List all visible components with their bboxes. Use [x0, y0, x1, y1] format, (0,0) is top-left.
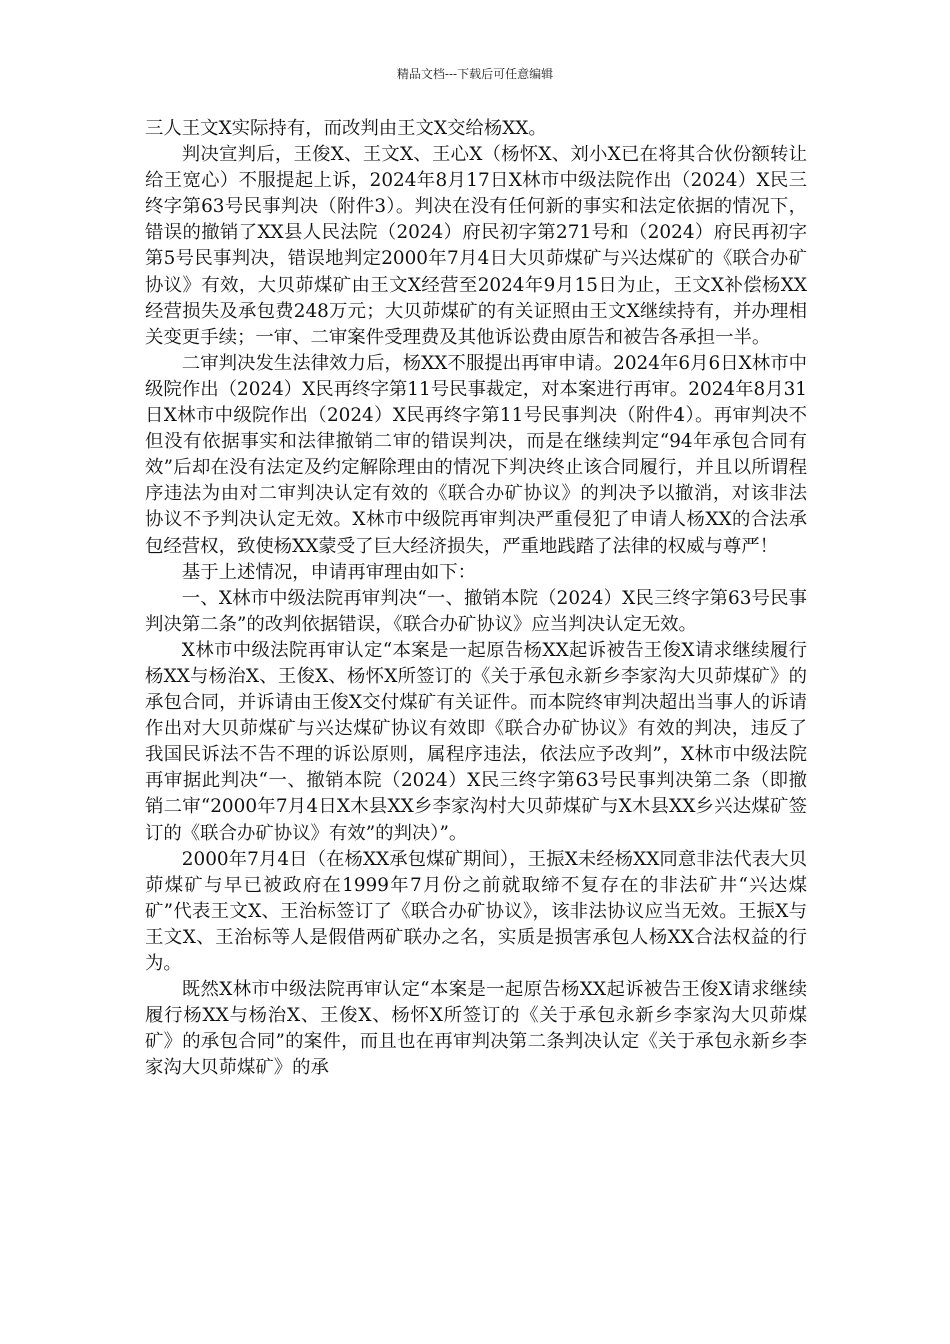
paragraph-court-finding: X林市中级法院再审认定“本案是一起原告杨XX起诉被告王俊X请求继续履行杨XX与杨治X、王俊X、杨怀X所签订的《关于承包永新乡李家沟大贝茆煤矿》的承包合同，并诉请由王俊X交付煤矿有关证件。而本院终审判决超出当事人的诉请作出对大贝茆煤矿与兴达煤矿协议有效即《联合办矿协议》有效的判决，违反了我国民诉法不告不理的诉讼原则，属程序违法，依法应予改判”，X林市中级法院再审据此判决“一、撤销本院（2024）X民三终字第63号民事判决第二条（即撤销二审“2000年7月4日X木县XX乡李家沟村大贝茆煤矿与X木县XX乡兴达煤矿签订的《联合办矿协议》有效”的判决）”。: [145, 639, 807, 844]
page-header: 精品文档---下载后可任意编辑: [396, 67, 554, 81]
document-body: [145, 116, 807, 1081]
paragraph-agreement-facts: 2000年7月4日（在杨XX承包煤矿期间），王振X未经杨XX同意非法代表大贝茆煤矿与早已被政府在1999年7月份之前就取缔不复存在的非法矿井“兴达煤矿”代表王文X、王治标签订了《联合办矿协议》，该非法协议应当无效。王振X与王文X、王治标等人是假借两矿联办之名，实质是损害承包人杨XX合法权益的行为。: [145, 848, 807, 974]
paragraph-argument: 既然X林市中级法院再审认定“本案是一起原告杨XX起诉被告王俊X请求继续履行杨XX与杨治X、王俊X、杨怀X所签订的《关于承包永新乡李家沟大贝茆煤矿》的承包合同”的案件，而且也在再审判决第二条判决认定《关于承包永新乡李家沟大贝茆煤矿》的承: [145, 979, 807, 1079]
paragraph-reason-one: 一、X林市中级法院再审判决“一、撤销本院（2024）X民三终字第63号民事判决第二条”的改判依据错误，《联合办矿协议》应当判决认定无效。: [145, 587, 807, 635]
paragraph-appeal-judgment: 判决宣判后，王俊X、王文X、王心X（杨怀X、刘小X已在将其合伙份额转让给王宽心）不服提起上诉，2024年8月17日X林市中级法院作出（2024）X民三终字第63号民事判决（附件3）。判决在没有任何新的事实和法定依据的情况下，错误的撤销了XX县人民法院（2024）府民初字第271号和（2024）府民再初字第5号民事判决，错误地判定2000年7月4日大贝茆煤矿与兴达煤矿的《联合办矿协议》有效，大贝茆煤矿由王文X经营至2024年9月15日为止，王文X补偿杨XX经营损失及承包费248万元；大贝茆煤矿的有关证照由王文X继续持有，并办理相关变更手续；一审、二审案件受理费及其他诉讼费由原告和被告各承担一半。: [145, 144, 807, 348]
paragraph-retrial-application: 二审判决发生法律效力后，杨XX不服提出再审申请。2024年6月6日X林市中级院作出（2024）X民再终字第11号民事裁定，对本案进行再审。2024年8月31日X林市中级院作出（2024）X民再终字第11号民事判决（附件4）。再审判决不但没有依据事实和法律撤销二审的错误判决，而是在继续判定“94年承包合同有效”后却在没有法定及约定解除理由的情况下判决终止该合同履行，并且以所谓程序违法为由对二审判决认定有效的《联合办矿协议》的判决予以撤消，对该非法协议不予判决认定无效。X林市中级院再审判决严重侵犯了申请人杨XX的合法承包经营权，致使杨XX蒙受了巨大经济损失，严重地践踏了法律的权威与尊严！: [145, 352, 807, 557]
paragraph-retrial-reasons-intro: 基于上述情况，申请再审理由如下：: [181, 561, 477, 583]
paragraph-continuation: 三人王文X实际持有，而改判由王文X交给杨XX。: [145, 118, 547, 139]
